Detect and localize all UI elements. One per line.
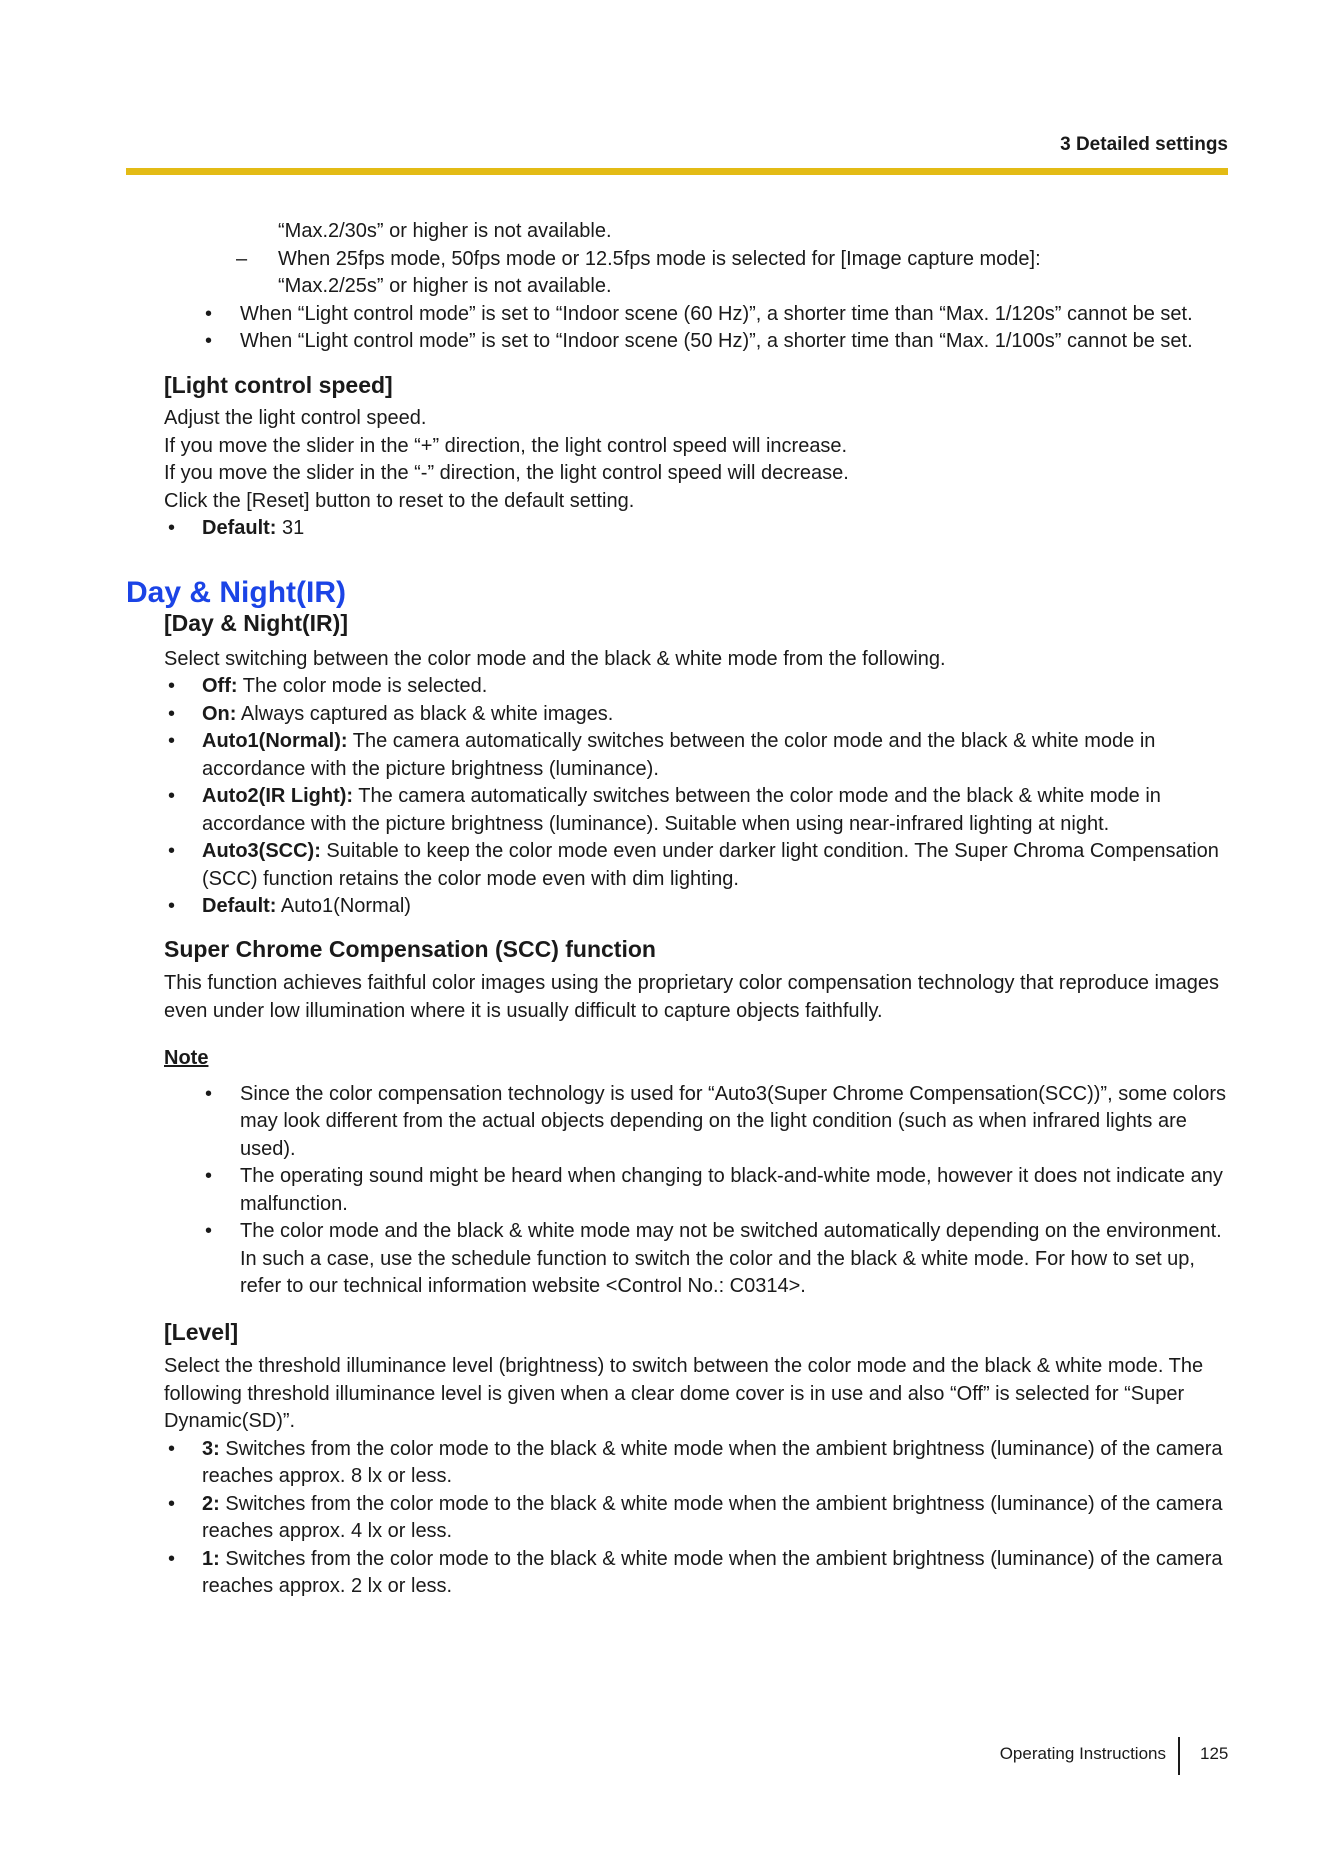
paragraph: This function achieves faithful color images using the proprietary color compensation technology that reproduce images even under low illumination where it is usually difficult to capture objects faithfully. <box>164 972 1220 1022</box>
list-item <box>164 1163 1229 1218</box>
list-item-text: The color mode and the black & white mode may not be switched automatically depending on the environment. In such a case, use the schedule function to switch the color and the black & white mode. For how to set up, refer to our technical information website <Control No.: C0314>. <box>240 1220 1222 1297</box>
item-label: 2: <box>202 1492 220 1515</box>
item-label: Off: <box>202 675 238 697</box>
item-label: Auto1(Normal): <box>202 730 348 752</box>
list-item-text: When “Light control mode” is set to “Indoor scene (50 Hz)”, a shorter time than “Max. 1/100s” cannot be set. <box>240 330 1193 352</box>
item-label: 1: <box>202 1547 220 1570</box>
list-item <box>164 1491 1229 1546</box>
section-heading-light-control-speed: [Light control speed] <box>164 371 393 398</box>
item-text: 31 <box>276 517 305 539</box>
header-rule <box>126 168 1228 175</box>
item-text: Auto1(Normal) <box>276 895 411 917</box>
note-heading: Note <box>164 1047 209 1069</box>
item-label: On: <box>202 702 237 725</box>
bullet-marker: • <box>205 302 213 325</box>
item-text: Suitable to keep the color mode even under darker light condition. The Super Chroma Compensation (SCC) function retains the color mode even with dim lighting. <box>202 840 1219 890</box>
list-item <box>164 1081 1229 1164</box>
dash-list-item <box>164 246 1229 274</box>
bullet-marker: • <box>205 1220 213 1242</box>
list-item <box>164 701 1229 729</box>
item-text: The color mode is selected. <box>237 675 488 697</box>
bullet-marker: • <box>168 1492 176 1515</box>
bullet-marker: • <box>168 730 176 752</box>
item-label: Default: <box>202 895 277 917</box>
section-title-day-night: Day & Night(IR) <box>126 575 346 609</box>
footer-divider <box>1178 1737 1180 1775</box>
page-content <box>126 218 1229 1601</box>
bullet-marker: • <box>168 702 176 725</box>
bullet-marker: • <box>205 1082 213 1105</box>
dash-item-text: When 25fps mode, 50fps mode or 12.5fps mode is selected for [Image capture mode]: <box>278 247 1041 270</box>
list-item <box>164 838 1229 893</box>
list-item <box>164 301 1229 329</box>
list-item <box>164 728 1229 783</box>
page-number: 125 <box>1200 1744 1229 1763</box>
item-text: Switches from the color mode to the black & white mode when the ambient brightness (luminance) of the camera reaches approx. 2 lx or less. <box>202 1547 1223 1597</box>
item-text: Switches from the color mode to the black & white mode when the ambient brightness (luminance) of the camera reaches approx. 8 lx or less. <box>202 1437 1223 1487</box>
bullet-marker: • <box>168 1547 176 1570</box>
item-label: 3: <box>202 1437 220 1460</box>
bullet-marker: • <box>205 1165 213 1187</box>
paragraph: Select the threshold illuminance level (brightness) to switch between the color mode and the black & white mode. The following threshold illuminance level is given when a clear dome cover is in use and also “Off” is selected for “Super Dynamic(SD)”. <box>164 1355 1204 1432</box>
list-item-text: The operating sound might be heard when changing to black-and-white mode, however it does not indicate any malfunction. <box>240 1165 1223 1215</box>
list-item <box>164 515 1229 543</box>
bullet-marker: • <box>168 675 176 697</box>
bullet-marker: • <box>168 840 176 862</box>
footer-label: Operating Instructions <box>999 1744 1166 1763</box>
item-text: The camera automatically switches between the color mode and the black & white mode in accordance with the picture brightness (luminance). Suitable when using near-infrared lighting at night. <box>202 785 1161 835</box>
item-text: Always captured as black & white images. <box>236 702 614 725</box>
list-item-text: Since the color compensation technology is used for “Auto3(Super Chrome Compensation(SCC))”, some colors may look different from the actual objects depending on the light condition (such as when infrared lights are used). <box>240 1082 1227 1160</box>
text-line: If you move the slider in the “-” direction, the light control speed will decrease. <box>164 462 849 484</box>
section-heading-level: [Level] <box>164 1318 239 1345</box>
item-text: Switches from the color mode to the black & white mode when the ambient brightness (luminance) of the camera reaches approx. 4 lx or less. <box>202 1492 1223 1542</box>
bullet-marker: • <box>205 330 213 352</box>
text-line: “Max.2/30s” or higher is not available. <box>278 220 612 242</box>
subheading-day-night: [Day & Night(IR)] <box>164 610 348 636</box>
item-label: Auto2(IR Light): <box>202 785 354 807</box>
list-item <box>164 783 1229 838</box>
intro-text: Select switching between the color mode and the black & white mode from the following. <box>164 647 946 670</box>
section-header: 3 Detailed settings <box>1060 134 1228 155</box>
text-line: Adjust the light control speed. <box>164 407 427 429</box>
list-item <box>164 1546 1229 1601</box>
bullet-marker: • <box>168 895 176 917</box>
text-line: “Max.2/25s” or higher is not available. <box>278 275 612 297</box>
list-item-text: When “Light control mode” is set to “Indoor scene (60 Hz)”, a shorter time than “Max. 1/120s” cannot be set. <box>240 302 1193 325</box>
item-text: The camera automatically switches between the color mode and the black & white mode in accordance with the picture brightness (luminance). <box>202 730 1156 780</box>
list-item <box>164 1218 1229 1301</box>
bullet-marker: • <box>168 1437 176 1460</box>
dash-marker: – <box>236 247 248 270</box>
bullet-marker: • <box>168 517 176 539</box>
text-line: Click the [Reset] button to reset to the default setting. <box>164 489 635 512</box>
list-item <box>164 1436 1229 1491</box>
text-line: If you move the slider in the “+” direction, the light control speed will increase. <box>164 434 848 457</box>
item-label: Auto3(SCC): <box>202 840 321 862</box>
list-item <box>164 328 1229 356</box>
bullet-marker: • <box>168 785 176 807</box>
list-item <box>164 893 1229 921</box>
list-item <box>164 673 1229 701</box>
subheading-scc-function: Super Chrome Compensation (SCC) function <box>164 935 656 962</box>
item-label: Default: <box>202 517 277 539</box>
